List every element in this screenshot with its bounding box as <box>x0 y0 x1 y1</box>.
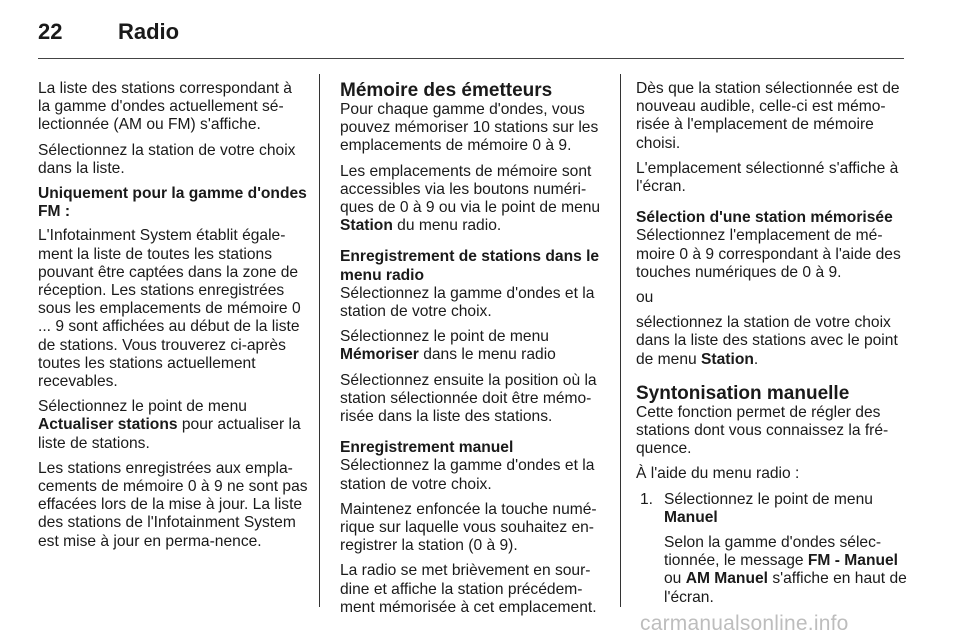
paragraph: L'emplacement sélectionné s'affiche à l'écran. <box>636 159 899 196</box>
text-span: ou <box>664 570 686 588</box>
text-span: Sélectionnez le point de menu <box>340 328 549 346</box>
text-span: dans le menu radio <box>418 346 556 364</box>
section-heading: Mémoire des émetteurs <box>340 80 553 101</box>
text-span: . <box>753 350 759 368</box>
paragraph <box>636 314 908 369</box>
paragraph: Sélectionnez l'emplacement de mé-moire 0 à 9 correspondant à l'aide des touches numériques de 0 à 9. <box>636 227 901 281</box>
menu-item-reference: Actualiser stations <box>38 416 178 434</box>
paragraph <box>340 163 608 236</box>
text-span: sélectionnez la station de votre choix dans la liste des stations avec le point de menu <box>636 314 898 368</box>
section-heading: Syntonisation manuelle <box>636 382 850 404</box>
column-divider-1 <box>319 74 320 607</box>
paragraph: Sélectionnez la station de votre choix dans la liste. <box>38 141 296 177</box>
paragraph: Sélectionnez ensuite la position où la station sélectionnée doit être mémo-risée dans la liste des stations. <box>340 371 597 426</box>
paragraph <box>38 398 308 453</box>
paragraph: ou <box>636 289 654 307</box>
text-span: Selon la gamme d'ondes sélec-tionnée, le message <box>664 534 882 570</box>
text-span: Sélectionnez le point de menu <box>664 490 873 508</box>
list-item <box>640 491 908 607</box>
column-2 <box>340 80 608 624</box>
text-span: Sélectionnez le point de menu <box>38 398 247 416</box>
paragraph: L'Infotainment System établit égale-ment la liste de toutes les stations pouvant être captées dans la zone de réception. Les stations enregistrées sous les emplacements de mémoire 0 ... 9 sont affichées au début de la liste de stations. Vous trouverez ci-après toutes les stations actuellement recevables. <box>38 227 301 391</box>
subheading: Uniquement pour la gamme d'ondes FM : <box>38 185 307 221</box>
watermark: carmanualsonline.info <box>640 612 849 635</box>
message-reference: AM Manuel <box>685 570 768 588</box>
column-divider-2 <box>620 74 621 607</box>
step-number: 1. <box>640 490 654 508</box>
paragraph: Pour chaque gamme d'ondes, vous pouvez mémoriser 10 stations sur les emplacements de mémoire 0 à 9. <box>340 101 599 155</box>
paragraph <box>664 491 908 527</box>
paragraph: À l'aide du menu radio : <box>636 465 800 483</box>
paragraph: Sélectionnez la gamme d'ondes et la station de votre choix. <box>340 457 595 493</box>
menu-item-reference: Manuel <box>664 508 718 526</box>
paragraph: Maintenez enfoncée la touche numé-rique sur laquelle vous souhaitez en-registrer la station (0 à 9). <box>340 500 597 555</box>
message-reference: FM - Manuel <box>807 552 898 570</box>
subheading: Enregistrement manuel <box>340 439 514 457</box>
page-header <box>0 0 960 58</box>
text-span: Les emplacements de mémoire sont accessibles via les boutons numéri-ques de 0 à 9 ou via le point de menu <box>340 162 601 217</box>
header-rule <box>38 58 904 59</box>
menu-item-reference: Station <box>701 350 754 368</box>
text-span: s'affiche en haut de l'écran. <box>664 570 907 606</box>
page-title: Radio <box>118 19 180 44</box>
subheading: Enregistrement de stations dans le menu radio <box>340 248 600 284</box>
column-1 <box>38 80 308 558</box>
paragraph: Sélectionnez la gamme d'ondes et la station de votre choix. <box>340 284 595 321</box>
menu-item-reference: Mémoriser <box>340 346 419 364</box>
text-span: du menu radio. <box>392 217 502 235</box>
steps-list <box>636 491 908 607</box>
menu-item-reference: Station <box>340 217 393 235</box>
paragraph: La radio se met brièvement en sour-dine et affiche la station précédem-ment mémorisée à cet emplacement. <box>340 562 597 616</box>
page-number: 22 <box>38 19 63 44</box>
paragraph <box>340 328 608 364</box>
subheading: Sélection d'une station mémorisée <box>636 209 893 227</box>
column-3 <box>636 80 908 614</box>
paragraph: Cette fonction permet de régler des stations dont vous connaissez la fré-quence. <box>636 403 889 458</box>
paragraph: Les stations enregistrées aux empla-cements de mémoire 0 à 9 ne sont pas effacées lors de la mise à jour. La liste des stations de l'Infotainment System est mise à jour en perma-nence. <box>38 459 308 550</box>
paragraph <box>664 534 908 607</box>
paragraph: La liste des stations correspondant à la gamme d'ondes actuellement sé-lectionnée (AM ou FM) s'affiche. <box>38 80 292 134</box>
text-span: pour actualiser la liste de stations. <box>38 416 301 452</box>
paragraph: Dès que la station sélectionnée est de nouveau audible, celle-ci est mémo-risée à l'emplacement de mémoire choisi. <box>636 80 900 152</box>
